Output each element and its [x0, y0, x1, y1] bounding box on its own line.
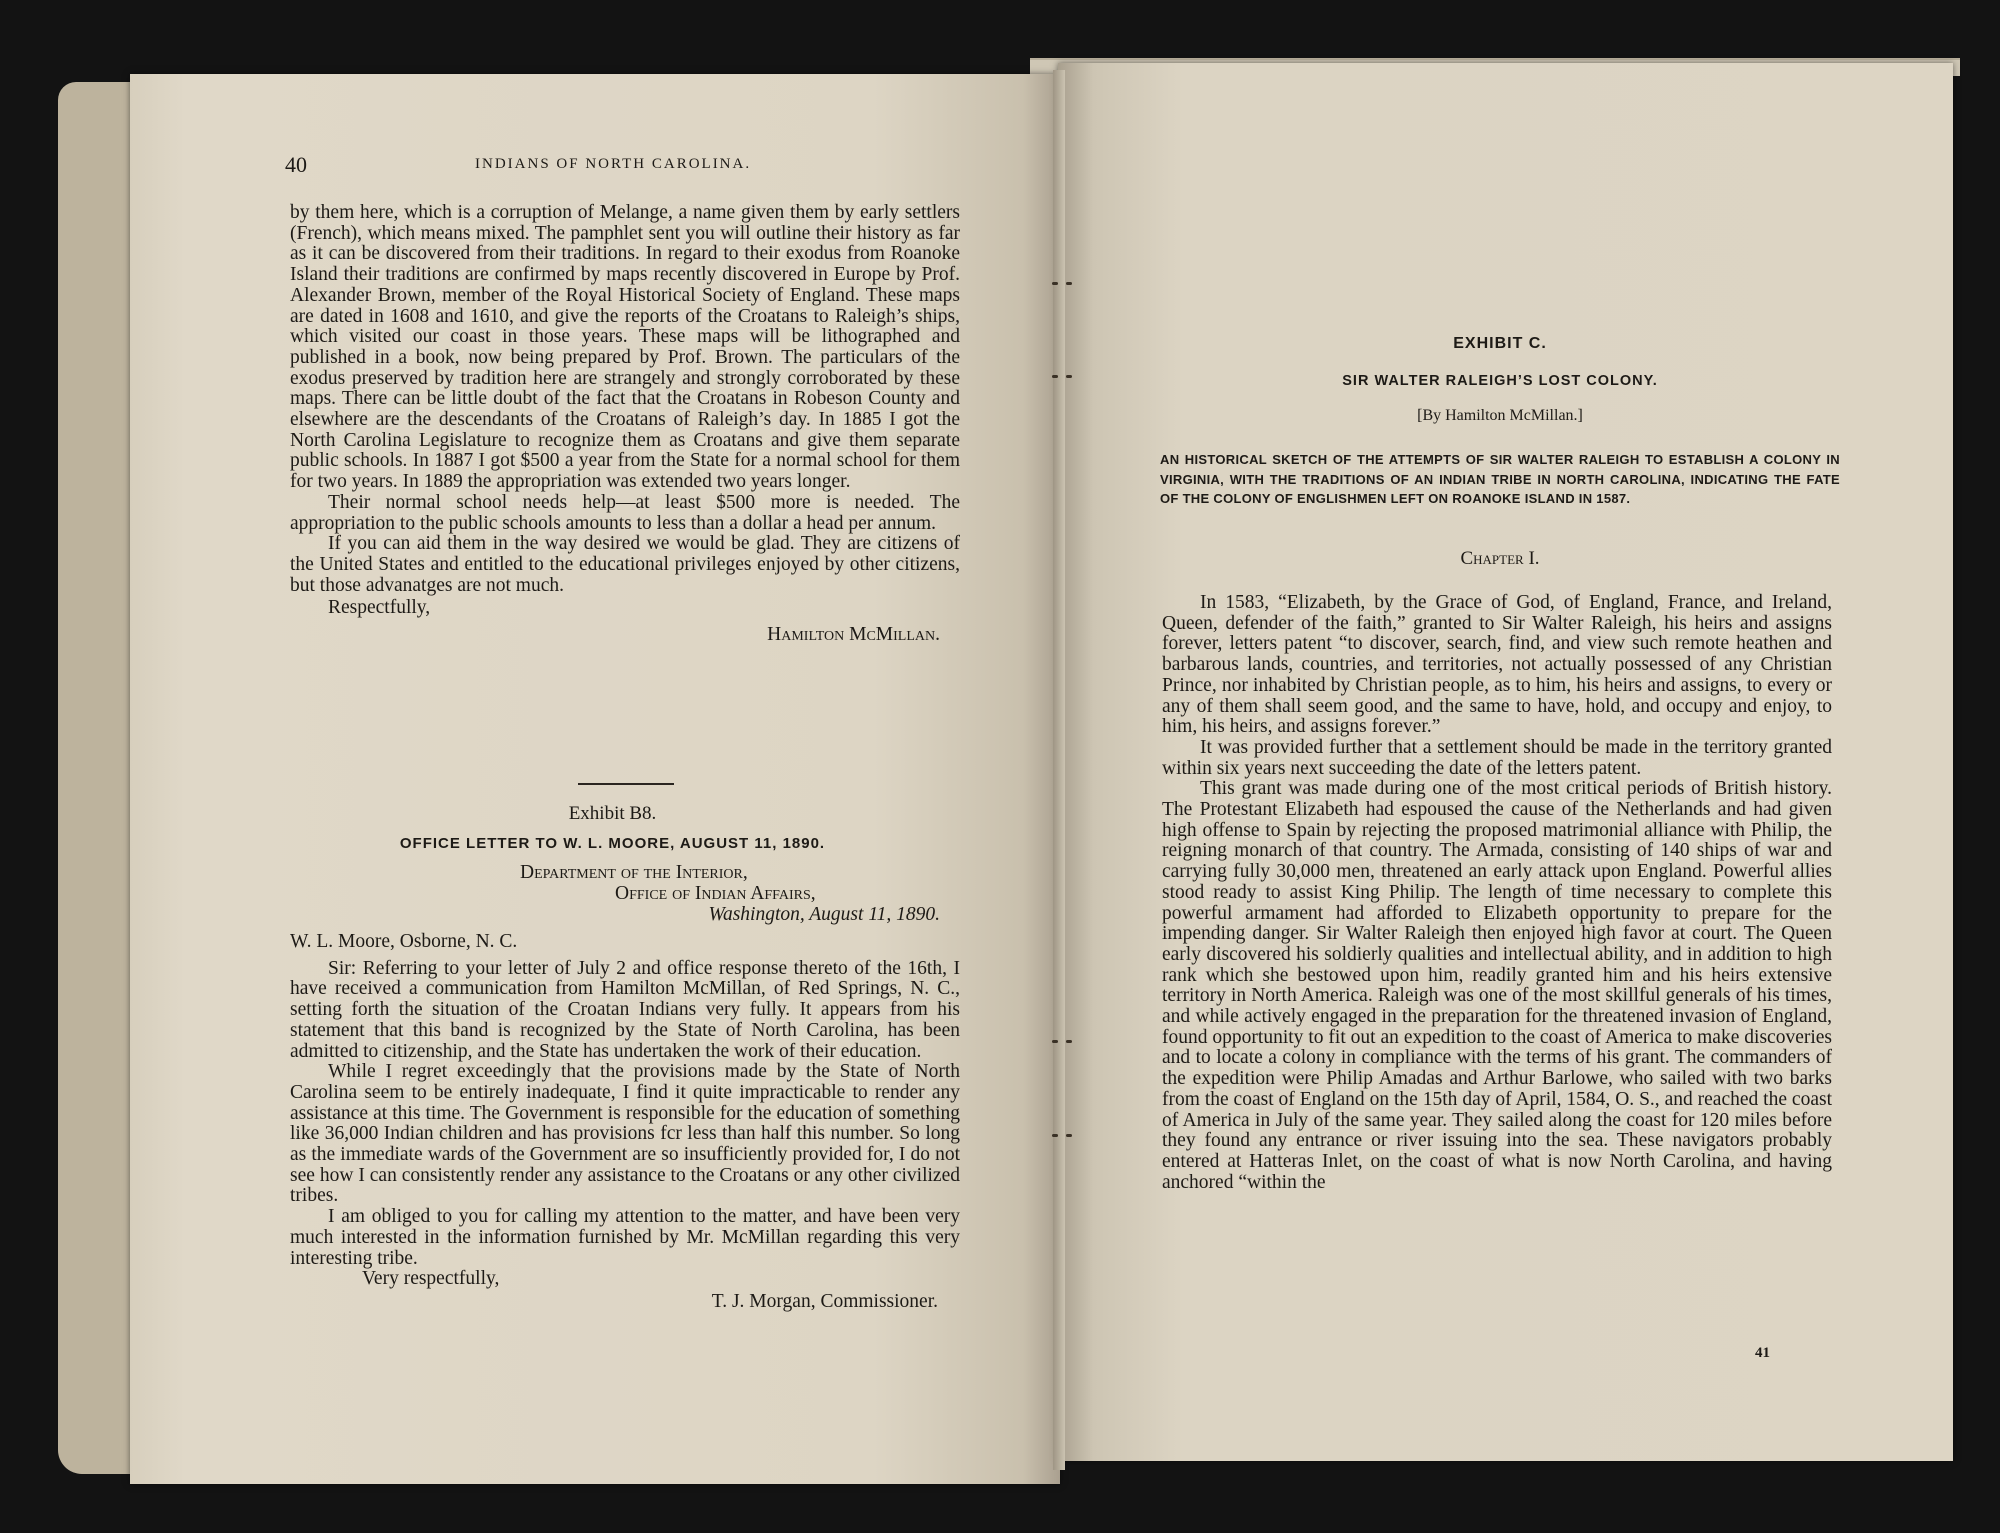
running-title: INDIANS OF NORTH CAROLINA.: [475, 156, 752, 172]
exhibit-title: Exhibit B8.: [568, 803, 657, 824]
letter-text: [290, 932, 960, 1313]
binding-stitch: [1066, 1040, 1072, 1043]
sketch-description: AN HISTORICAL SKETCH OF THE ATTEMPTS OF SIR WALTER RALEIGH TO ESTABLISH A COLONY IN VIRGINIA, WITH THE TRADITIONS OF AN INDIAN TRIBE IN NORTH CAROLINA, INDICATING THE FATE OF THE COLONY OF ENGLISHMEN LEFT ON ROANOKE ISLAND IN 1587.: [1160, 452, 1840, 506]
binding-stitch: [1052, 282, 1058, 285]
bleed-through-text: [1180, 205, 1830, 226]
signature: T. J. Morgan, Commissioner.: [711, 1290, 938, 1312]
exhibit-subtitle: SIR WALTER RALEIGH’S LOST COLONY.: [1342, 373, 1658, 389]
addressee: W. L. Moore, Osborne, N. C.: [290, 931, 518, 952]
signature: Hamilton McMillan.: [767, 624, 940, 646]
book-gutter: [1053, 70, 1065, 1470]
binding-stitch: [1052, 1040, 1058, 1043]
byline: [By Hamilton McMillan.]: [1417, 407, 1583, 424]
binding-stitch: [1066, 1134, 1072, 1137]
binding-stitch: [1052, 375, 1058, 378]
department-header: [520, 862, 940, 925]
right-page-number: 41: [1755, 1345, 1770, 1361]
paragraph: Sir: Referring to your letter of July 2 and office response thereto of the 16th, I have received a communication from Hamilton McMillan, of Red Springs, N. C., setting forth the situation of the Croatan Indians very fully. It appears from his statement that this band is recognized by the State of North Carolina, has been admitted to citizenship, and the State has undertaken the work of their education.: [290, 957, 960, 1062]
right-body-text: [1162, 593, 1832, 1193]
paragraph: Their normal school needs help—at least $500 more is needed. The appropriation to the public schools amounts to less than a dollar a head per annum.: [290, 491, 960, 534]
binding-stitch: [1066, 375, 1072, 378]
dept-line: Office of Indian Affairs,: [615, 883, 816, 904]
paragraph: I am obliged to you for calling my attention to the matter, and have been very much interested in the information furnished by Mr. McMillan regarding this very interesting tribe.: [290, 1206, 960, 1269]
section-rule: [578, 783, 674, 785]
paragraph: In 1583, “Elizabeth, by the Grace of God, of England, France, and Ireland, Queen, defender of the faith,” granted to Sir Walter Raleigh, his heirs and assigns forever, letters patent “to discover, search, find, and view such remote heathen and barbarous lands, countries, and territories, not actually possessed of any Christian Prince, nor inhabited by Christian people, as to him, his heirs and assigns, to every or any of them shall seem good, and the same to have, hold, and occupy and enjoy, to him, his heirs, and assigns forever.”: [1162, 592, 1832, 738]
closing: Very respectfully,: [362, 1268, 500, 1290]
paragraph: If you can aid them in the way desired we would be glad. They are citizens of the United States and entitled to the educational privileges enjoyed by other citizens, but those advanatges are not much.: [290, 533, 960, 596]
paragraph: This grant was made during one of the most critical periods of British history. The Protestant Elizabeth had espoused the cause of the Netherlands and had given high offense to Spain by rejecting the proposed matrimonial alliance with Philip, the reigning monarch of that country. The Armada, consisting of 140 ships of war and carrying fully 30,000 men, threatened an early attack upon England. Powerful allies stood ready to assist King Philip. The length of time necessary to complete this powerful armament had afforded to Elizabeth opportunity to prepare for the impending danger. Sir Walter Raleigh then enjoyed high favor at court. The Queen early discovered his soldierly qualities and intellectual ability, and in addition to high rank which she bestowed upon him, readily granted him and his heirs extensive territory in North America. Raleigh was one of the most skillful generals of his times, and while actively engaged in the preparation for the threatened invasion of England, found opportunity to fit out an expedition to the coast of America to make discoveries and to locate a colony in compliance with the terms of his grant. The commanders of the expedition were Philip Amadas and Arthur Barlowe, who sailed with two barks from the coast of England on the 15th day of April, 1584, O. S., and reached the coast of America in July of the same year. They sailed along the coast for 120 miles before they found any entrance or river issuing into the sea. These navigators probably entered at Hatteras Inlet, on the coast of what is now North Carolina, and having anchored “within the: [1162, 778, 1832, 1193]
binding-stitch: [1066, 282, 1072, 285]
binding-stitch: [1052, 1134, 1058, 1137]
dept-date: Washington, August 11, 1890.: [708, 904, 940, 925]
dept-line: Department of the Interior,: [520, 862, 748, 883]
chapter-heading: Chapter I.: [1460, 548, 1540, 569]
left-body-text: [290, 203, 960, 646]
paragraph: by them here, which is a corruption of Melange, a name given them by early settlers (French), which means mixed. The pamphlet sent you will outline their history as far as it can be discovered from their traditions. In regard to their exodus from Roanoke Island their traditions are confirmed by maps recently discovered in Europe by Prof. Alexander Brown, member of the Royal Historical Society of England. These maps are dated in 1608 and 1610, and give the reports of the Croatans to Raleigh’s ships, which visited our coast in those years. These maps will be lithographed and published in a book, now being prepared by Prof. Brown. The particulars of the exodus preserved by tradition here are strangely and strongly corroborated by these maps. There can be little doubt of the fact that the Croatans in Robeson County and elsewhere are the descendants of the Croatans of Raleigh’s day. In 1885 I got the North Carolina Legislature to recognize them as Croatans and give them separate public schools. In 1887 I got $500 a year from the State for a normal school for them for two years. In 1889 the appropriation was extended two years longer.: [290, 202, 960, 493]
paragraph: It was provided further that a settlement should be made in the territory granted within six years next succeeding the date of the letters patent.: [1162, 736, 1832, 779]
left-page-number: 40: [285, 152, 307, 177]
letter-heading: OFFICE LETTER TO W. L. MOORE, AUGUST 11, 1890.: [399, 835, 826, 852]
exhibit-title: EXHIBIT C.: [1453, 335, 1547, 352]
closing: Respectfully,: [328, 597, 431, 619]
paragraph: While I regret exceedingly that the provisions made by the State of North Carolina seem to be entirely inadequate, I find it quite impracticable to render any assistance at this time. The Government is responsible for the education of something like 36,000 Indian children and has provisions fcr less than half this number. So long as the immediate wards of the Government are so insufficiently provided for, I do not see how I can consistently render any assistance to the Croatans or any other civilized tribes.: [290, 1061, 960, 1207]
